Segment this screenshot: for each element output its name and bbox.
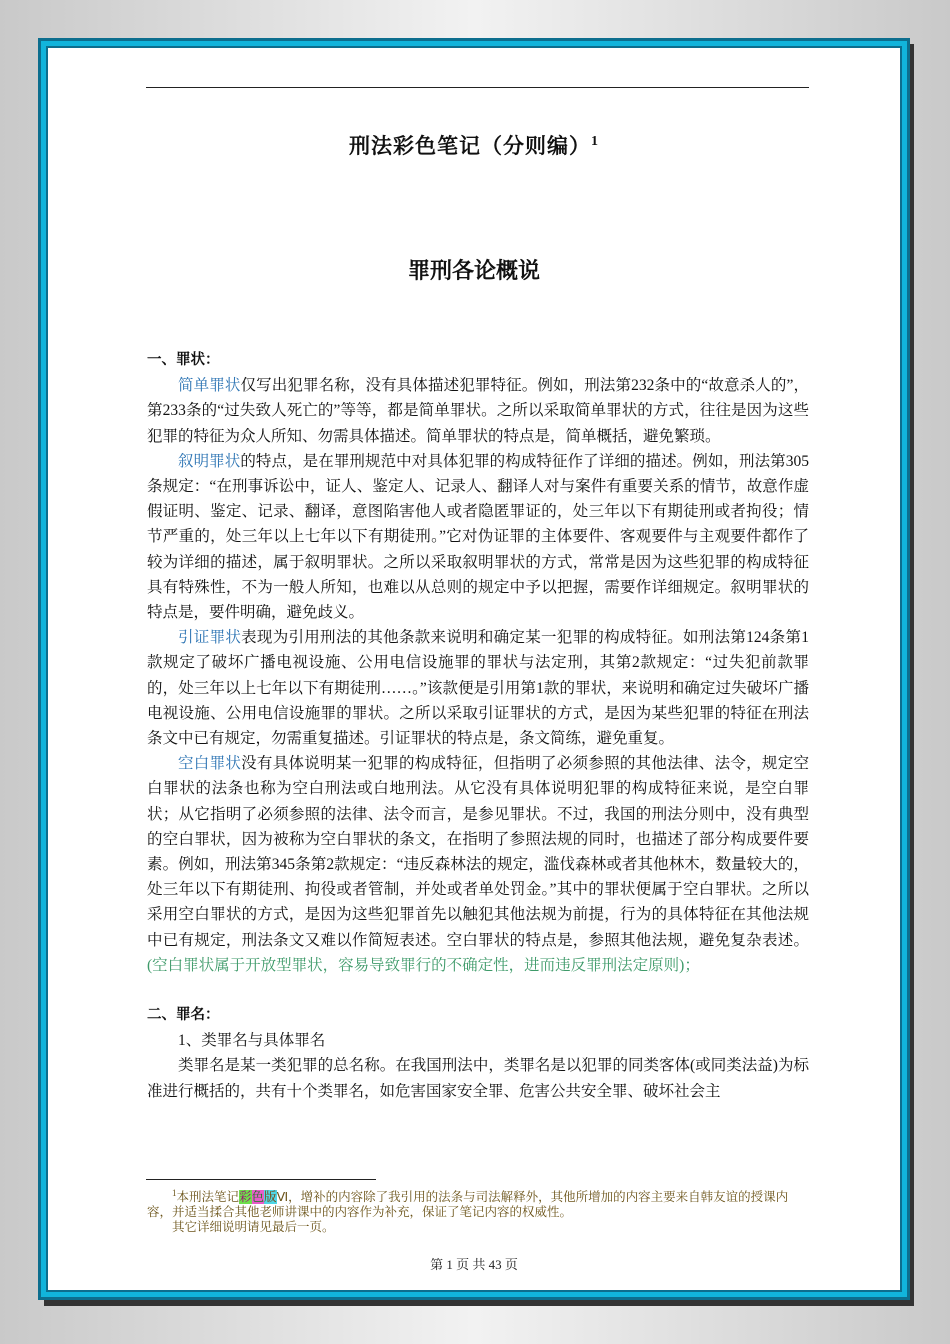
paragraph-referential-charge [147, 625, 809, 751]
paragraph-descriptive-charge [147, 449, 809, 625]
section-title: 罪刑各论概说 [407, 259, 540, 284]
paragraph-text: 的特点，是在罪刑规范中对具体犯罪的构成特征作了详细的描述。例如，刑法第305条规定：“在刑事诉讼中，证人、鉴定人、记录人、翻译人对与案件有重要关系的情节，故意作虚假证明、鉴定、记录、翻译，意图陷害他人或者隐匿罪证的，处三年以下有期徒刑或者拘役；情节严重的，处三年以上七年以下有期徒刑。”它对伪证罪的主体要件、客观要件与主观要件都作了较为详细的描述，属于叙明罪状。之所以采取叙明罪状的方式，常常是因为这些犯罪的构成特征具有特殊性，不为一般人所知，也难以从总则的规定中予以把握，需要作详细规定。叙明罪状的特点是，要件明确，避免歧义。 [147, 452, 809, 622]
term-blank-charge: 空白罪状 [178, 755, 242, 773]
footnote-rule [146, 1179, 376, 1180]
header-rule [146, 87, 809, 88]
green-note: (空白罪状属于开放型罪状，容易导致罪行的不确定性，进而违反罪刑法定原则)； [147, 956, 700, 974]
page-number: 第 1 页 共 43 页 [430, 1257, 518, 1272]
highlight-green: 彩 [239, 1190, 252, 1205]
term-descriptive-charge: 叙明罪状 [178, 452, 241, 470]
page-frame [38, 38, 910, 1300]
document-title-text: 刑法彩色笔记（分则编） [349, 134, 591, 158]
footnote-line-1 [147, 1186, 809, 1220]
document-title [48, 130, 900, 160]
footnote-text: Ⅵ，增补的内容除了我引用的法条与司法解释外，其他所增加的内容主要来自韩友谊的授课内容，并适当揉合其他老师讲课中的内容作为补充，保证了笔记内容的权威性。 [147, 1190, 789, 1220]
part1-heading: 一、罪状： [147, 352, 220, 368]
spacer [147, 978, 809, 1003]
highlight-cyan: 版 [264, 1190, 277, 1205]
footnote [147, 1186, 809, 1235]
paragraph-text: 仅写出犯罪名称，没有具体描述犯罪特征。例如，刑法第232条中的“故意杀人的”，第233条的“过失致人死亡的”等等，都是简单罪状。之所以采取简单罪状的方式，往往是因为这些犯罪的特征为众人所知、勿需具体描述。简单罪状的特点是，简单概括，避免繁琐。 [147, 377, 809, 445]
footnote-lead: 本刑法笔记 [176, 1190, 240, 1205]
highlight-pink: 色 [251, 1190, 265, 1205]
body-text [147, 348, 809, 1104]
part2-heading: 二、罪名： [147, 1007, 220, 1024]
paragraph-simple-charge [147, 373, 809, 449]
part2-subheading: 1、类罪名与具体罪名 [178, 1032, 326, 1050]
paragraph-text: 没有具体说明某一犯罪的构成特征，但指明了必须参照的其他法律、法令，规定空白罪状的法条也称为空白刑法或白地刑法。从它没有具体说明犯罪的构成特征来说，是空白罪状；从它指明了必须参照的法律、法令而言，是参见罪状。不过，我国的刑法分则中，没有典型的空白罪状，因为被称为空白罪状的条文，在指明了参照法规的同时，也描述了部分构成要件要素。例如，刑法第345条第2款规定：“违反森林法的规定，滥伐森林或者其他林木，数量较大的，处三年以下有期徒刑、拘役或者管制，并处或者单处罚金。”其中的罪状便属于空白罪状。之所以采用空白罪状的方式，是因为这些犯罪首先以触犯其他法规为前提，行为的具体特征在其他法规中已有规定，刑法条文又难以作简短表述。空白罪状的特点是，参照其他法规，避免复杂表述。 [147, 755, 809, 949]
footnote-mark: 1 [172, 1188, 177, 1198]
paragraph-blank-charge [147, 751, 809, 978]
paragraph-text: 表现为引用刑法的其他条款来说明和确定某一犯罪的构成特征。如刑法第124条第1款规定了破坏广播电视设施、公用电信设施罪的罪状与法定刑，其第2款规定：“过失犯前款罪的，处三年以上七年以下有期徒刑……。”该款便是引用第1款的罪状，来说明和确定过失破坏广播电视设施、公用电信设施罪的罪状。之所以采取引证罪状的方式，是因为某些犯罪的特征在刑法条文中已有规定，勿需重复描述。引证罪状的特点是，条文简练，避免重复。 [147, 629, 809, 748]
page [46, 46, 902, 1292]
paragraph-category-charge: 类罪名是某一类犯罪的总名称。在我国刑法中，类罪名是以犯罪的同类客体(或同类法益)为标准进行概括的，共有十个类罪名，如危害国家安全罪、危害公共安全罪、破坏社会主 [147, 1057, 809, 1100]
term-referential-charge: 引证罪状 [178, 629, 242, 647]
term-simple-charge: 简单罪状 [178, 377, 241, 395]
title-footnote-mark[interactable]: 1 [591, 134, 599, 149]
footnote-line-2: 其它详细说明请见最后一页。 [172, 1220, 335, 1235]
